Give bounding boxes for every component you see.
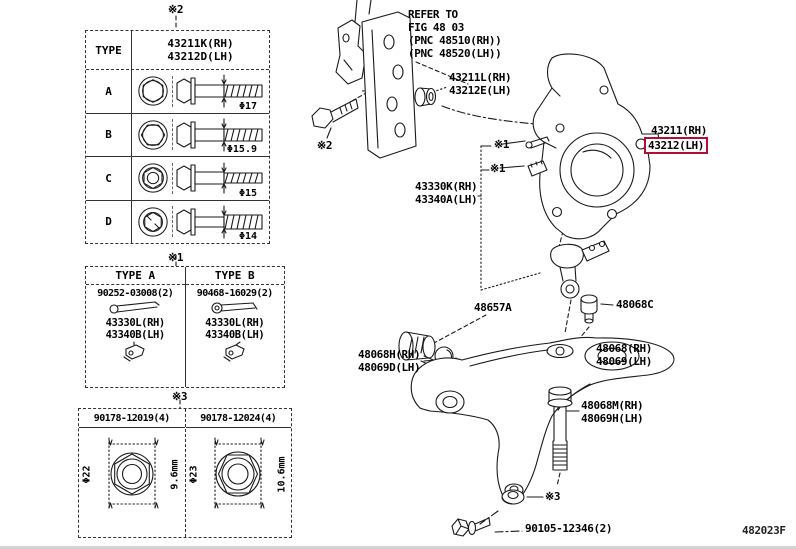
refer-line: REFER TO [408, 8, 458, 21]
type-letter: B [86, 114, 132, 157]
marker-1-diagram-pin: ※1 [494, 138, 510, 151]
figure-code: 482023F [742, 524, 786, 537]
washer-m3-icon [502, 490, 524, 504]
bolt-row-b [86, 113, 269, 157]
part-number-rh[interactable]: 48068M(RH) [581, 399, 644, 412]
bolt-diameter-label: Φ15 [238, 187, 257, 199]
nut-height-label: 10.6mm [276, 456, 287, 493]
joint-part-numbers [106, 317, 165, 341]
flange-nut-front-icon [101, 432, 163, 516]
callout-knuckle-rh[interactable]: 43211(RH) [651, 124, 708, 137]
marker-2-table: ※2 [168, 3, 184, 16]
bolt-part-lh: 43212D(LH) [167, 50, 234, 63]
callout-knuckle-lh-selected[interactable]: 43212(LH) [644, 137, 708, 154]
nut-front-icon [136, 205, 170, 239]
nut-diameter-label: Φ22 [81, 465, 93, 484]
ball-joint-icon [122, 341, 148, 363]
nut-diameter-label: Φ23 [188, 465, 199, 484]
joint-rh: 43330L(RH) [205, 317, 265, 329]
bolt-type-table [85, 30, 270, 244]
bolt-part-header-cell [132, 31, 269, 69]
bolt-part-rh: 43211K(RH) [167, 37, 234, 50]
marker-2-diagram: ※2 [317, 139, 333, 152]
part-number-lh[interactable]: 48069(LH) [596, 355, 653, 368]
part-number-lh[interactable]: 43340A(LH) [415, 193, 478, 206]
nut-col-a [79, 409, 185, 537]
joint-rh: 43330L(RH) [105, 317, 165, 329]
bolt-diameter-label: Φ14 [238, 231, 257, 242]
nut-height-label: 9.6mm [169, 459, 181, 490]
part-number-rh[interactable]: 48068H(RH) [358, 348, 421, 361]
callout-stud-nut[interactable]: 48068C [616, 298, 654, 311]
type-letter: D [86, 201, 132, 244]
clip-pin-icon [207, 299, 263, 317]
refer-line: (PNC 48520(LH)) [408, 47, 502, 60]
pin-type-table [85, 266, 285, 388]
bolt-diameter-label: Φ15.9 [226, 144, 257, 155]
nut-front-icon [136, 118, 170, 152]
pin-table-type-b [185, 267, 285, 387]
callout-stay-bushing[interactable]: 48657A [474, 301, 512, 314]
part-number-rh[interactable]: 48068(RH) [596, 342, 653, 355]
pin-table-type-a [86, 267, 185, 387]
callout-rear-bolt[interactable] [581, 399, 643, 425]
nut-front-icon [136, 161, 170, 195]
ball-joint-icon [222, 341, 248, 363]
joint-lh: 43340B(LH) [105, 329, 165, 341]
stud-48068c-icon [581, 295, 597, 323]
refer-line: (PNC 48510(RH)) [408, 34, 502, 47]
part-number-rh[interactable]: 43211L(RH) [449, 71, 512, 84]
strut-bracket [336, 0, 416, 158]
marker-3-table: ※3 [172, 390, 188, 403]
bolt-row-d [86, 200, 269, 244]
lower-ball-joint [551, 241, 609, 298]
flange-nut-front-icon [207, 432, 269, 516]
steering-knuckle [533, 54, 660, 239]
type-a-header: TYPE A [86, 267, 185, 285]
type-letter: C [86, 157, 132, 200]
part-number-rh[interactable]: 43330K(RH) [415, 180, 478, 193]
joint-part-numbers [205, 317, 264, 341]
part-number-lh[interactable]: 48069D(LH) [358, 361, 421, 374]
nut-front-icon [136, 74, 170, 108]
callout-ball-joint-assembly[interactable] [415, 180, 477, 206]
cotter-pin-icon [107, 299, 163, 317]
callout-bottom-bolt[interactable]: 90105-12346(2) [525, 522, 613, 535]
pin-part-number: 90252-03008(2) [97, 288, 174, 299]
type-b-header: TYPE B [186, 267, 285, 285]
marker-3-diagram: ※3 [545, 490, 561, 503]
callout-camber-cap[interactable] [449, 71, 511, 97]
part-number-lh[interactable]: 43212E(LH) [449, 84, 512, 97]
joint-lh: 43340B(LH) [205, 329, 265, 341]
nut-col-b [185, 409, 292, 537]
bolt-row-a [86, 70, 269, 113]
marker-1-table: ※1 [168, 251, 184, 264]
nut-part-number: 90178-12019(4) [79, 409, 185, 428]
refer-line: FIG 48 03 [408, 21, 465, 34]
type-header-cell: TYPE [86, 31, 132, 69]
nut-part-number: 90178-12024(4) [186, 409, 292, 428]
bolt-row-c [86, 156, 269, 200]
callout-lower-arm[interactable] [596, 342, 652, 368]
refer-note [408, 8, 501, 60]
nut-spec-table [78, 408, 292, 538]
camber-bolt-icon [312, 99, 358, 128]
callout-front-bolt[interactable] [358, 348, 420, 374]
camber-cap-icon [415, 88, 436, 106]
part-number-lh[interactable]: 48069H(LH) [581, 412, 644, 425]
bolt-table-header [86, 31, 269, 70]
bolt-diameter-label: Φ17 [238, 100, 257, 112]
type-letter: A [86, 70, 132, 113]
pin-part-number: 90468-16029(2) [196, 288, 273, 299]
marker-1-diagram-nut: ※1 [490, 162, 506, 175]
